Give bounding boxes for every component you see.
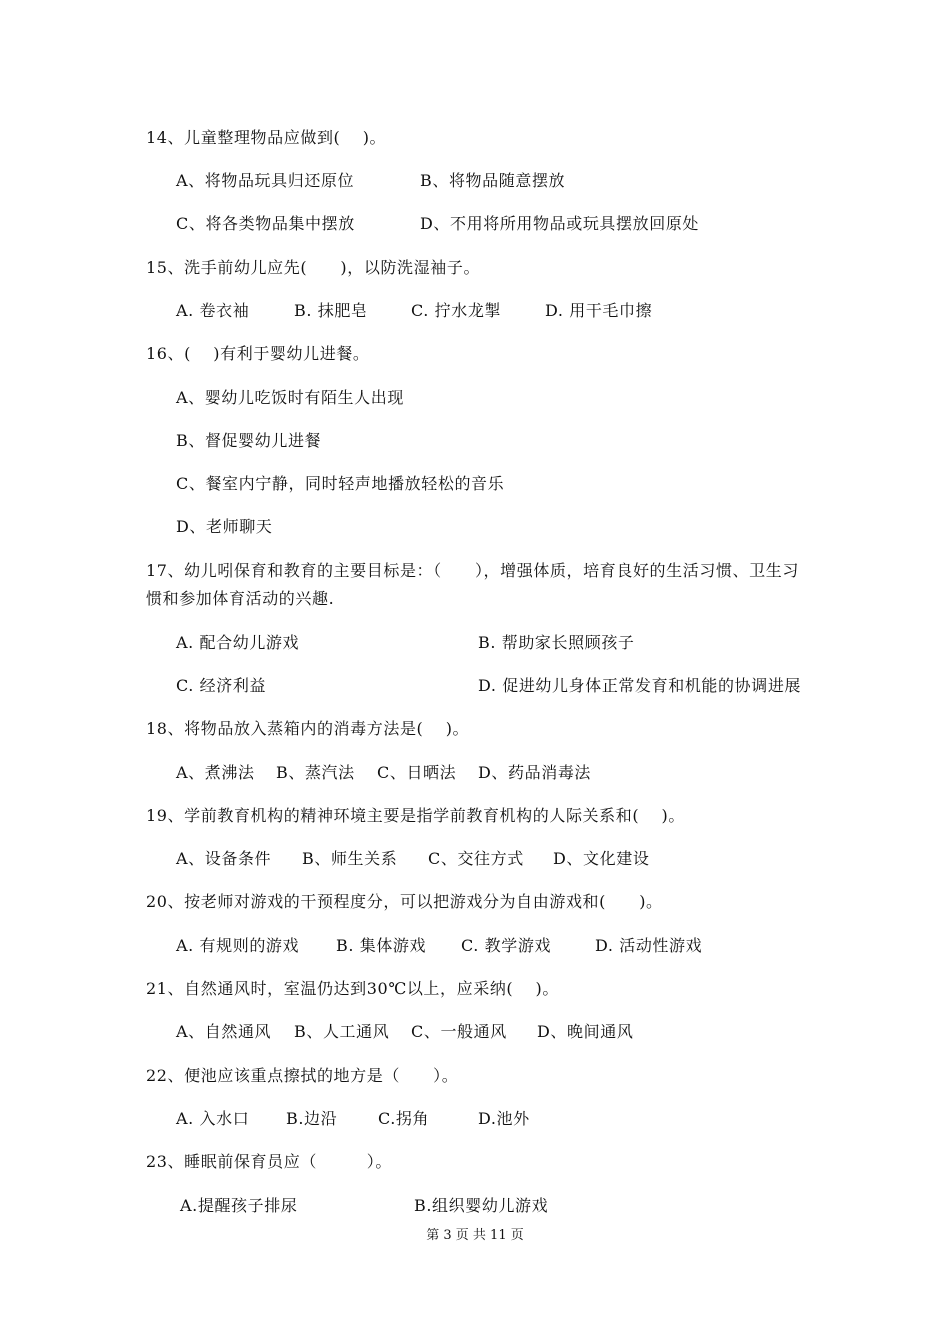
question-19-option-a: A、设备条件 <box>176 849 272 868</box>
page-number-footer: 第 3 页 共 11 页 <box>426 1228 524 1243</box>
question-20-option-c: C. 教学游戏 <box>461 936 552 955</box>
question-21-option-c: C、一般通风 <box>411 1022 507 1041</box>
question-14-option-c: C、将各类物品集中摆放 <box>176 214 355 233</box>
question-17-option-b: B. 帮助家长照顾孩子 <box>478 633 635 652</box>
question-18-option-a: A、煮沸法 <box>176 763 255 782</box>
question-20-option-b: B. 集体游戏 <box>336 936 427 955</box>
question-16-option-a-text: A、婴幼儿吃饭时有陌生人出现 <box>176 388 404 407</box>
question-22-option-b: B.边沿 <box>286 1109 338 1128</box>
question-22-option-d: D.池外 <box>478 1109 530 1128</box>
question-14-option-b: B、将物品随意摆放 <box>420 171 566 190</box>
question-22-option-a: A. 入水口 <box>176 1109 250 1128</box>
question-18-option-b: B、蒸汽法 <box>276 763 355 782</box>
question-16-option-c-text: C、餐室内宁静，同时轻声地播放轻松的音乐 <box>176 474 505 493</box>
question-15-stem: 15、洗手前幼儿应先( )，以防洗湿袖子。 <box>146 258 481 277</box>
question-15-option-c: C. 拧水龙掣 <box>411 301 502 320</box>
question-20-stem: 20、按老师对游戏的干预程度分，可以把游戏分为自由游戏和( )。 <box>146 892 663 911</box>
question-15-option-d: D. 用干毛巾擦 <box>545 301 653 320</box>
question-16-stem: 16、( )有利于婴幼儿进餐。 <box>146 344 370 363</box>
question-20-option-d: D. 活动性游戏 <box>595 936 703 955</box>
question-22-option-c: C.拐角 <box>378 1109 430 1128</box>
question-19-option-b: B、师生关系 <box>302 849 398 868</box>
question-19-option-d: D、文化建设 <box>553 849 650 868</box>
question-21-option-b: B、人工通风 <box>294 1022 390 1041</box>
question-17-stem: 17、幼儿吲保育和教育的主要目标是：（ ），增强体质，培育良好的生活习惯、卫生习 <box>146 561 799 580</box>
question-17-stem-continued: 惯和参加体育活动的兴趣. <box>146 589 335 608</box>
question-21-option-d: D、晚间通风 <box>537 1022 634 1041</box>
question-14-stem: 14、儿童整理物品应做到( )。 <box>146 128 387 147</box>
question-21-stem: 21、自然通风时，室温仍达到30℃以上，应采纳( )。 <box>146 979 559 998</box>
question-17-option-d: D. 促进幼儿身体正常发育和机能的协调进展 <box>478 676 802 695</box>
question-14-option-d: D、不用将所用物品或玩具摆放回原处 <box>420 214 700 233</box>
question-18-option-d: D、药品消毒法 <box>478 763 592 782</box>
question-15-option-b: B. 抹肥皂 <box>294 301 368 320</box>
question-14-option-a: A、将物品玩具归还原位 <box>176 171 355 190</box>
question-23-option-a: A.提醒孩子排尿 <box>180 1196 298 1215</box>
question-23-option-b: B.组织婴幼儿游戏 <box>414 1196 549 1215</box>
question-22-stem: 22、便池应该重点擦拭的地方是（ ）。 <box>146 1066 459 1085</box>
question-15-option-a: A. 卷衣袖 <box>176 301 250 320</box>
question-23-stem: 23、睡眠前保育员应（ ）。 <box>146 1152 392 1171</box>
question-18-option-c: C、日晒法 <box>377 763 457 782</box>
question-17-option-c: C. 经济利益 <box>176 676 267 695</box>
question-16-option-d-text: D、老师聊天 <box>176 517 273 536</box>
question-20-option-a: A. 有规则的游戏 <box>176 936 300 955</box>
question-19-stem: 19、学前教育机构的精神环境主要是指学前教育机构的人际关系和( )。 <box>146 806 685 825</box>
question-19-option-c: C、交往方式 <box>428 849 524 868</box>
question-17-option-a: A. 配合幼儿游戏 <box>176 633 300 652</box>
question-21-option-a: A、自然通风 <box>176 1022 272 1041</box>
question-16-option-b-text: B、督促婴幼儿进餐 <box>176 431 322 450</box>
question-18-stem: 18、将物品放入蒸箱内的消毒方法是( )。 <box>146 719 470 738</box>
